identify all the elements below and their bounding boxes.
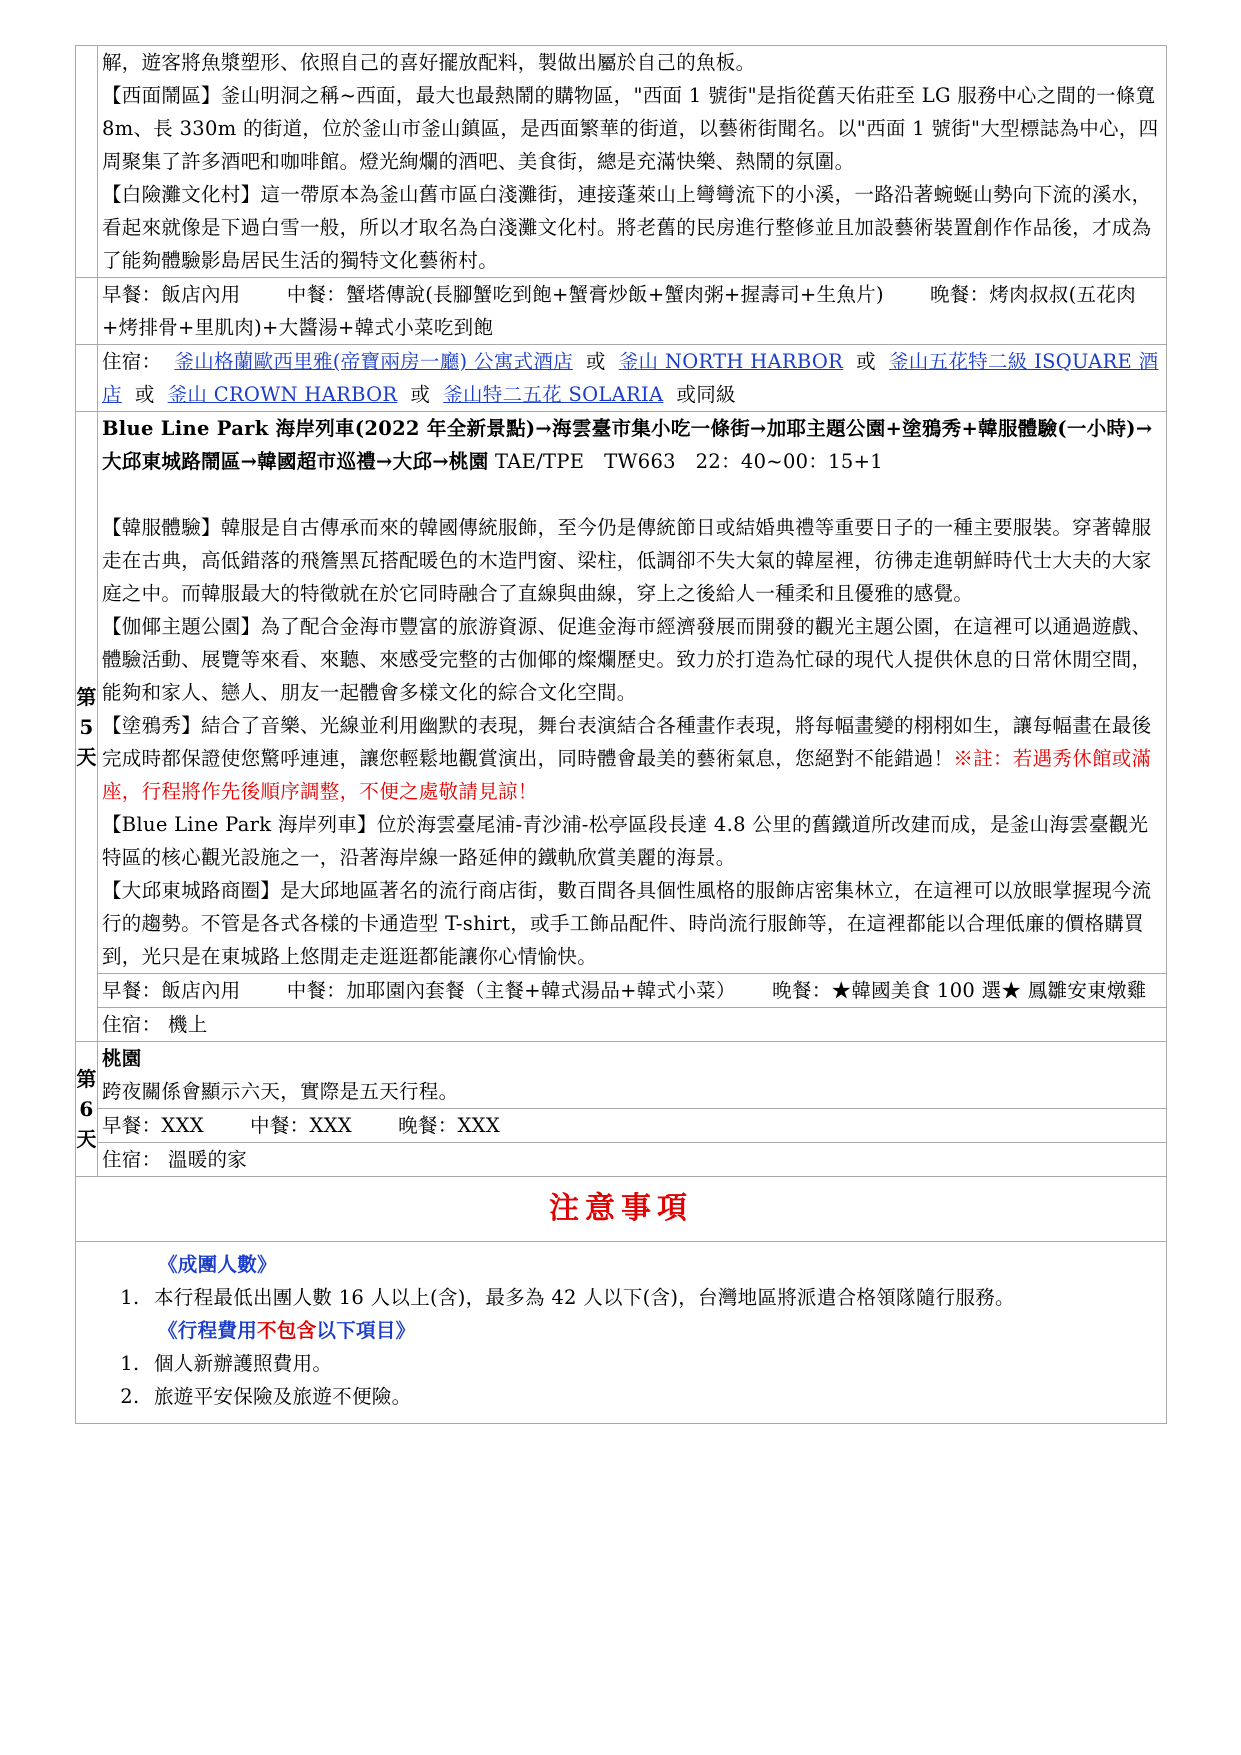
itinerary-table [75,45,1167,1424]
day4-text-seomyeon: 【西面鬧區】釜山明洞之稱~西面，最大也最熱鬧的購物區，"西面 1 號街"是指從舊天佑莊至 LG 服務中心之間的一條寬 8m、長 330m 的街道，位於釜山市釜山鎮區，是西面繁華的街道，以藝術街聞名。以"西面 1 號街"大型標誌為中心，四周聚集了許多酒吧和咖啡館。燈光絢爛的酒吧、美食街，總是充滿快樂、熱鬧的氛圍。 [102,84,1159,173]
graffiti-note: ※註：若遇秀休館或滿座，行程將作先後順序調整，不便之處敬請見諒！ [102,747,1152,803]
day5-text-daegu: 【大邱東城路商圈】是大邱地區著名的流行商店街，數百間各具個性風格的服飾店密集林立，在這裡可以放眼掌握現今流行的趨勢。不管是各式各樣的卡通造型 T-shirt，或手工飾品配件、時尚流行服飾等，在這裡都能以合理低廉的價格購買到，光只是在東城路上悠閒走走逛逛都能讓你心情愉快。 [102,879,1152,968]
day6-hotel-row [76,1143,1167,1177]
hotel-label: 住宿： [102,350,162,373]
day6-description-row [76,1042,1167,1109]
day5-hotel-row [76,1008,1167,1042]
day5-text-blueline: 【Blue Line Park 海岸列車】位於海雲臺尾浦-青沙浦-松亭區段長達 4.8 公里的舊鐵道所改建而成，是釜山海雲臺觀光特區的核心觀光設施之一，沿著海岸線一路延伸的鐵軌欣賞美麗的海景。 [102,813,1149,869]
day4-hotel [98,345,1167,412]
excluded-costs-list [106,1347,1156,1413]
day5-description-row [76,412,1167,974]
or-text: 或 [134,383,155,406]
day6-hotel: 住宿： 溫暖的家 [98,1143,1167,1177]
day5-text-graffiti: 【塗鴉秀】結合了音樂、光線並利用幽默的表現，舞台表演結合各種畫作表現，將每幅畫變的栩栩如生，讓每幅畫在最後完成時都保證使您驚呼連連，讓您輕鬆地觀賞演出，同時體會最美的藝術氣息，您絕對不能錯過！※註：若遇秀休館或滿座，行程將作先後順序調整，不便之處敬請見諒！ [102,714,1152,803]
day4-text-fishcake: 解，遊客將魚漿塑形、依照自己的喜好擺放配料，製做出屬於自己的魚板。 [102,51,756,74]
hotel-link-isquare[interactable]: 釜山五花特二級 ISQUARE 酒店 [102,350,1159,406]
day6-description [98,1042,1167,1109]
day5-text-hanbok: 【韓服體驗】韓服是自古傳承而來的韓國傳統服飾，至今仍是傳統節日或結婚典禮等重要日子的一種主要服裝。穿著韓服走在古典，高低錯落的飛簷黑瓦搭配暖色的木造門窗、梁柱，低調卻不失大氣的韓屋裡，彷彿走進朝鮮時代士大夫的大家庭之中。而韓服最大的特徵就在於它同時融合了直線與曲線，穿上之後給人一種柔和且優雅的感覺。 [102,516,1152,605]
day5-text-gaya: 【伽倻主題公園】為了配合金海市豐富的旅游資源、促進金海市經濟發展而開發的觀光主題公園，在這裡可以通過遊戲、體驗活動、展覽等來看、來聽、來感受完整的古伽倻的燦爛歷史。致力於打造為忙碌的現代人提供休息的日常休閒空間，能夠和家人、戀人、朋友一起體會多樣文化的綜合文化空間。 [102,615,1152,704]
day5-meals-row [76,974,1167,1008]
day5-route-title: Blue Line Park 海岸列車(2022 年全新景點)→海雲臺市集小吃一條街→加耶主題公園+塗鴉秀+韓服體驗(一小時)→大邱東城路鬧區→韓國超市巡禮→大邱→桃園 [102,417,1153,473]
or-similar-text: 或同級 [676,383,736,406]
day4-meals-row [76,278,1167,345]
day4-hotel-row [76,345,1167,412]
day5-hotel: 住宿： 機上 [98,1008,1167,1042]
day5-label: 第 5 天 [76,412,98,1042]
day5-meals: 早餐：飯店內用 中餐：加耶園內套餐（主餐+韓式湯品+韓式小菜） 晚餐：★韓國美食 100 選★ 鳳雛安東燉雞 [98,974,1167,1008]
itinerary-page [75,45,1167,1424]
day6-desc: 跨夜關係會顯示六天，實際是五天行程。 [102,1080,459,1103]
or-text: 或 [410,383,431,406]
group-size-list [106,1281,1156,1314]
day4-meals: 早餐：飯店內用 中餐：蟹塔傳說(長腳蟹吃到飽+蟹膏炒飯+蟹肉粥+握壽司+生魚片) 晚餐：烤肉叔叔(五花肉+烤排骨+里肌肉)+大醬湯+韓式小菜吃到飽 [98,278,1167,345]
list-item: 2. 旅遊平安保險及旅遊不便險。 [146,1380,1156,1413]
day6-meals: 早餐：XXX 中餐：XXX 晚餐：XXX [98,1109,1167,1143]
or-text: 或 [856,350,876,373]
hotel-link-grand-osiria[interactable]: 釜山格蘭歐西里雅(帝寶兩房一廳) 公寓式酒店 [174,350,573,373]
day4-text-huinnyeoul: 【白險灘文化村】這一帶原本為釜山舊市區白淺灘街，連接蓬萊山上彎彎流下的小溪，一路沿著蜿蜒山勢向下流的溪水，看起來就像是下過白雪一般，所以才取名為白淺灘文化村。將老舊的民房進行整修並且加設藝術裝置創作作品後，才成為了能夠體驗影島居民生活的獨特文化藝術村。 [102,183,1152,272]
day5-route [102,412,1164,478]
hotel-link-solaria[interactable]: 釜山特二五花 SOLARIA [443,383,664,406]
notice-content-row [76,1242,1167,1424]
list-item: 1. 本行程最低出團人數 16 人以上(含)，最多為 42 人以下(含)，台灣地區將派遣合格領隊隨行服務。 [146,1281,1156,1314]
excluded-costs-heading: 《行程費用不包含以下項目》 [158,1319,416,1342]
day4-description-row [76,46,1167,278]
day6-title: 桃園 [102,1047,142,1070]
day4-description [98,46,1167,278]
hotel-link-north-harbor[interactable]: 釜山 NORTH HARBOR [618,350,844,373]
day6-meals-row [76,1109,1167,1143]
list-item: 1. 個人新辦護照費用。 [146,1347,1156,1380]
day5-description [98,412,1167,974]
or-text: 或 [585,350,606,373]
hotel-link-crown-harbor[interactable]: 釜山 CROWN HARBOR [167,383,398,406]
day6-label: 第 6 天 [76,1042,98,1177]
group-size-heading: 《成團人數》 [158,1253,277,1276]
notice-title: 注意事項 [76,1177,1167,1242]
notice-title-row [76,1177,1167,1242]
notice-content [76,1242,1167,1424]
day5-flight: TAE/TPE TW663 22：40~00：15+1 [488,450,883,473]
day4-label-cell [76,46,98,278]
